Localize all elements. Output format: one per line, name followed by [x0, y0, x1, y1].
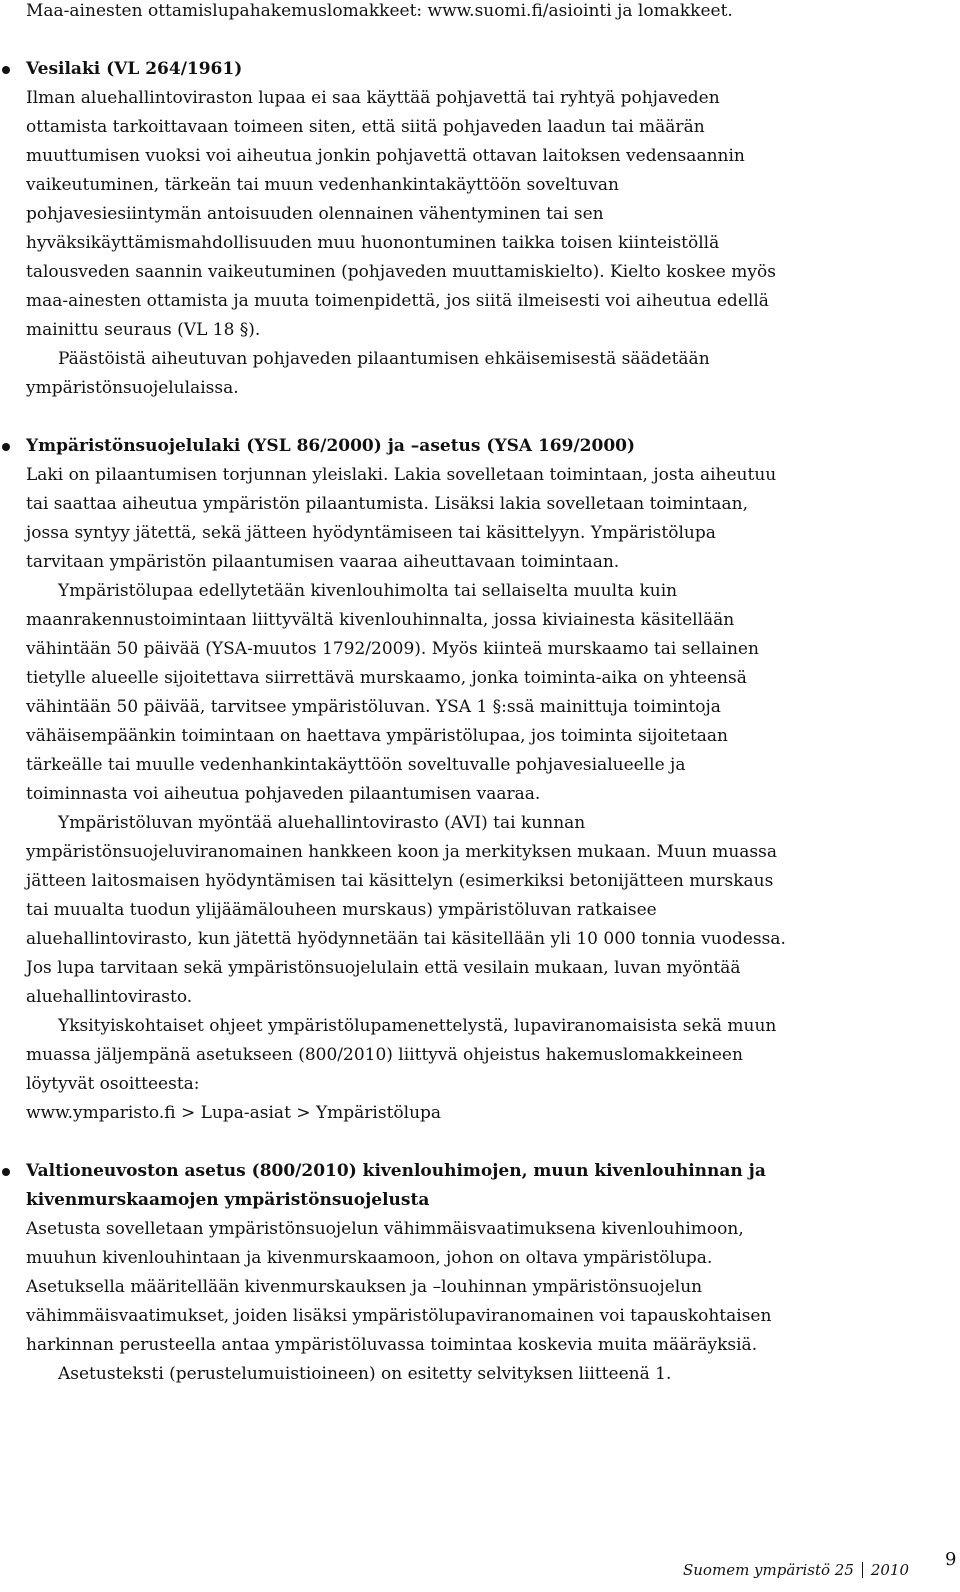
url-path: www.ymparisto.fi > Lupa-asiat > Ympäristölupa	[26, 1103, 442, 1123]
section-heading: Valtioneuvoston asetus (800/2010) kivenlouhimojen, muun kivenlouhinnan ja kivenmurskaamojen ympäristönsuojelusta	[26, 1161, 766, 1210]
section-ysl	[26, 432, 786, 1128]
section-vesilaki	[26, 55, 786, 403]
intro-paragraph: Maa-ainesten ottamislupahakemuslomakkeet: www.suomi.fi/asiointi ja lomakkeet.	[26, 1, 733, 21]
footer-year: 2010	[870, 1561, 910, 1579]
footer-divider	[862, 1562, 863, 1578]
section-vna	[26, 1157, 786, 1389]
paragraph: Ilman aluehallintoviraston lupaa ei saa käyttää pohjavettä tai ryhtyä pohjaveden ottamista tarkoittavaan toimeen siten, että siitä pohjaveden laadun tai määrän muuttumisen vuoksi voi aiheutua jonkin pohjavettä ottavan laitoksen vedensaannin vaikeutuminen, tärkeän tai muun vedenhankintakäyttöön soveltuvan pohjavesiesiintymän antoisuuden olennainen vähentyminen tai sen hyväksikäyttämismahdollisuuden muu huonontuminen taikka toisen kiinteistöllä talousveden saannin vaikeutuminen (pohjaveden muuttamiskielto). Kielto koskee myös maa-ainesten ottamista ja muuta toimenpidettä, jos siitä ilmeisesti voi aiheutua edellä mainittu seuraus (VL 18 §).	[26, 88, 776, 340]
series-title: Suomem ympäristö 25	[683, 1561, 854, 1579]
page-number: 9	[945, 1549, 957, 1570]
section-heading: Vesilaki (VL 264/1961)	[26, 59, 243, 79]
paragraph: Päästöistä aiheutuvan pohjaveden pilaantumisen ehkäisemisestä säädetään ympäristönsuojelulaissa.	[26, 349, 710, 398]
paragraph: Ympäristöluvan myöntää aluehallintovirasto (AVI) tai kunnan ympäristönsuojeluviranomainen hankkeen koon ja merkityksen mukaan. Muun muassa jätteen laitosmaisen hyödyntämisen tai käsittelyn (esimerkiksi betonijätteen murskaus tai muualta tuodun ylijäämälouheen murskaus) ympäristöluvan ratkaisee aluehallintovirasto, kun jätettä hyödynnetään tai käsitellään yli 10 000 tonnia vuodessa. Jos lupa tarvitaan sekä ympäristönsuojelulain että vesilain mukaan, luvan myöntää aluehallintovirasto.	[26, 813, 786, 1007]
paragraph: Laki on pilaantumisen torjunnan yleislaki. Lakia sovelletaan toimintaan, josta aiheutuu tai saattaa aiheutua ympäristön pilaantumista. Lisäksi lakia sovelletaan toimintaan, jossa syntyy jätettä, sekä jätteen hyödyntämiseen tai käsittelyyn. Ympäristölupa tarvitaan ympäristön pilaantumisen vaaraa aiheuttavaan toimintaan.	[26, 465, 777, 572]
paragraph: Yksityiskohtaiset ohjeet ympäristölupamenettelystä, lupaviranomaisista sekä muun muassa jäljempänä asetukseen (800/2010) liittyvä ohjeistus hakemuslomakkeineen löytyvät osoitteesta:	[26, 1016, 777, 1094]
bullet-icon	[2, 66, 10, 74]
paragraph: Asetusta sovelletaan ympäristönsuojelun vähimmäisvaatimuksena kivenlouhimoon, muuhun kivenlouhintaan ja kivenmurskaamoon, johon on oltava ympäristölupa. Asetuksella määritellään kivenmurskauksen ja –louhinnan ympäristönsuojelun vähimmäisvaatimukset, joiden lisäksi ympäristölupaviranomainen voi tapauskohtaisen harkinnan perusteella antaa ympäristöluvassa toimintaa koskevia muita määräyksiä.	[26, 1219, 772, 1355]
page-footer	[683, 1549, 957, 1579]
paragraph: Asetusteksti (perustelumuistioineen) on esitetty selvityksen liitteenä 1.	[58, 1364, 672, 1384]
document-body	[26, 0, 786, 1389]
section-heading: Ympäristönsuojelulaki (YSL 86/2000) ja –asetus (YSA 169/2000)	[26, 436, 636, 456]
bullet-icon	[2, 1168, 10, 1176]
paragraph: Ympäristölupaa edellytetään kivenlouhimolta tai sellaiselta muulta kuin maanrakennustoimintaan liittyvältä kivenlouhinnalta, jossa kiviainesta käsitellään vähintään 50 päivää (YSA-muutos 1792/2009). Myös kiinteä murskaamo tai sellainen tietylle alueelle sijoitettava siirrettävä murskaamo, jonka toiminta-aika on yhteensä vähintään 50 päivää, tarvitsee ympäristöluvan. YSA 1 §:ssä mainittuja toimintoja vähäisempäänkin toimintaan on haettava ympäristölupaa, jos toiminta sijoitetaan tärkeälle tai muulle vedenhankintakäyttöön soveltuvalle pohjavesialueelle ja toiminnasta voi aiheutua pohjaveden pilaantumisen vaaraa.	[26, 581, 759, 804]
bullet-icon	[2, 443, 10, 451]
